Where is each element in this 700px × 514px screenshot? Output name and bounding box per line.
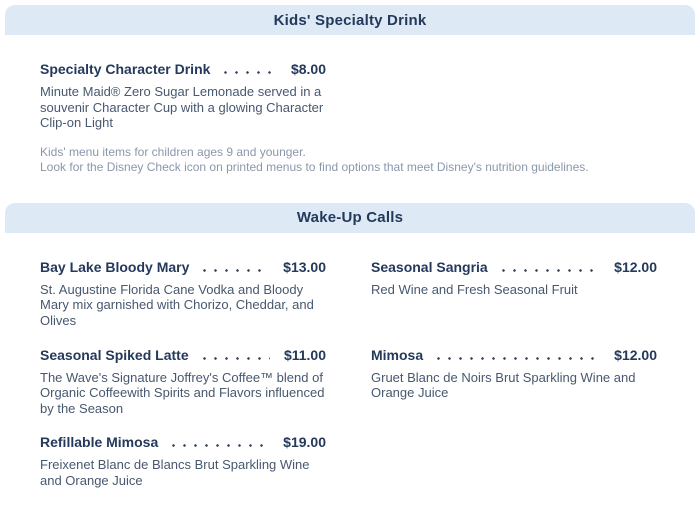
section-body bbox=[5, 233, 695, 489]
dotted-leader bbox=[199, 269, 269, 272]
empty-grid-cell bbox=[371, 61, 657, 131]
menu-item bbox=[371, 347, 657, 417]
item-name: Bay Lake Bloody Mary bbox=[40, 258, 190, 275]
item-name: Refillable Mimosa bbox=[40, 434, 159, 451]
note-line: Look for the Disney Check icon on printed menus to find options that meet Disney's nutrition guidelines. bbox=[40, 160, 589, 175]
item-price: $19.00 bbox=[283, 434, 326, 451]
dotted-leader bbox=[199, 357, 270, 360]
item-name-price-row bbox=[40, 347, 326, 363]
section-header-banner bbox=[5, 5, 695, 35]
item-description: St. Augustine Florida Cane Vodka and Bloody Mary mix garnished with Chorizo, Cheddar, and Olives bbox=[40, 281, 314, 328]
item-name: Seasonal Sangria bbox=[371, 258, 488, 275]
items-grid bbox=[40, 61, 657, 131]
section-kids-specialty-drink bbox=[5, 5, 695, 176]
items-grid bbox=[40, 259, 657, 489]
menu-item bbox=[40, 347, 326, 417]
item-name-price-row bbox=[40, 61, 326, 77]
dotted-leader bbox=[498, 269, 600, 272]
menu-item bbox=[40, 61, 326, 131]
menu-item bbox=[40, 259, 326, 329]
item-name: Specialty Character Drink bbox=[40, 61, 211, 77]
section-body bbox=[5, 35, 695, 176]
item-price: $8.00 bbox=[290, 61, 326, 77]
item-description: Freixenet Blanc de Blancs Brut Sparkling Wine and Orange Juice bbox=[40, 457, 310, 488]
item-name: Seasonal Spiked Latte bbox=[40, 346, 189, 363]
menu-item bbox=[371, 259, 657, 329]
dotted-leader bbox=[433, 357, 600, 360]
empty-grid-cell bbox=[371, 434, 657, 488]
menu-item bbox=[40, 434, 326, 488]
item-price: $13.00 bbox=[283, 258, 326, 275]
item-name-price-row bbox=[40, 434, 326, 450]
item-price: $12.00 bbox=[614, 258, 657, 275]
dotted-leader bbox=[168, 444, 269, 447]
item-name-price-row bbox=[371, 347, 657, 363]
item-description: Red Wine and Fresh Seasonal Fruit bbox=[371, 281, 578, 297]
item-description: Gruet Blanc de Noirs Brut Sparkling Wine and Orange Juice bbox=[371, 369, 636, 401]
section-notes bbox=[40, 145, 657, 176]
section-header-banner bbox=[5, 203, 695, 233]
item-name-price-row bbox=[40, 259, 326, 275]
section-wake-up-calls bbox=[5, 203, 695, 489]
note-line: Kids' menu items for children ages 9 and younger. bbox=[40, 144, 306, 159]
section-title: Kids' Specialty Drink bbox=[273, 11, 427, 29]
item-price: $11.00 bbox=[283, 346, 326, 363]
item-name: Mimosa bbox=[371, 346, 424, 363]
item-description: Minute Maid® Zero Sugar Lemonade served in a souvenir Character Cup with a glowing Character Clip-on Light bbox=[40, 84, 324, 131]
item-description: The Wave's Signature Joffrey's Coffee™ blend of Organic Coffeewith Spirits and Flavors influenced by the Season bbox=[40, 369, 325, 416]
section-title: Wake-Up Calls bbox=[296, 209, 404, 227]
menu-page bbox=[0, 5, 700, 514]
dotted-leader bbox=[220, 71, 277, 74]
item-name-price-row bbox=[371, 259, 657, 275]
item-price: $12.00 bbox=[614, 346, 657, 363]
